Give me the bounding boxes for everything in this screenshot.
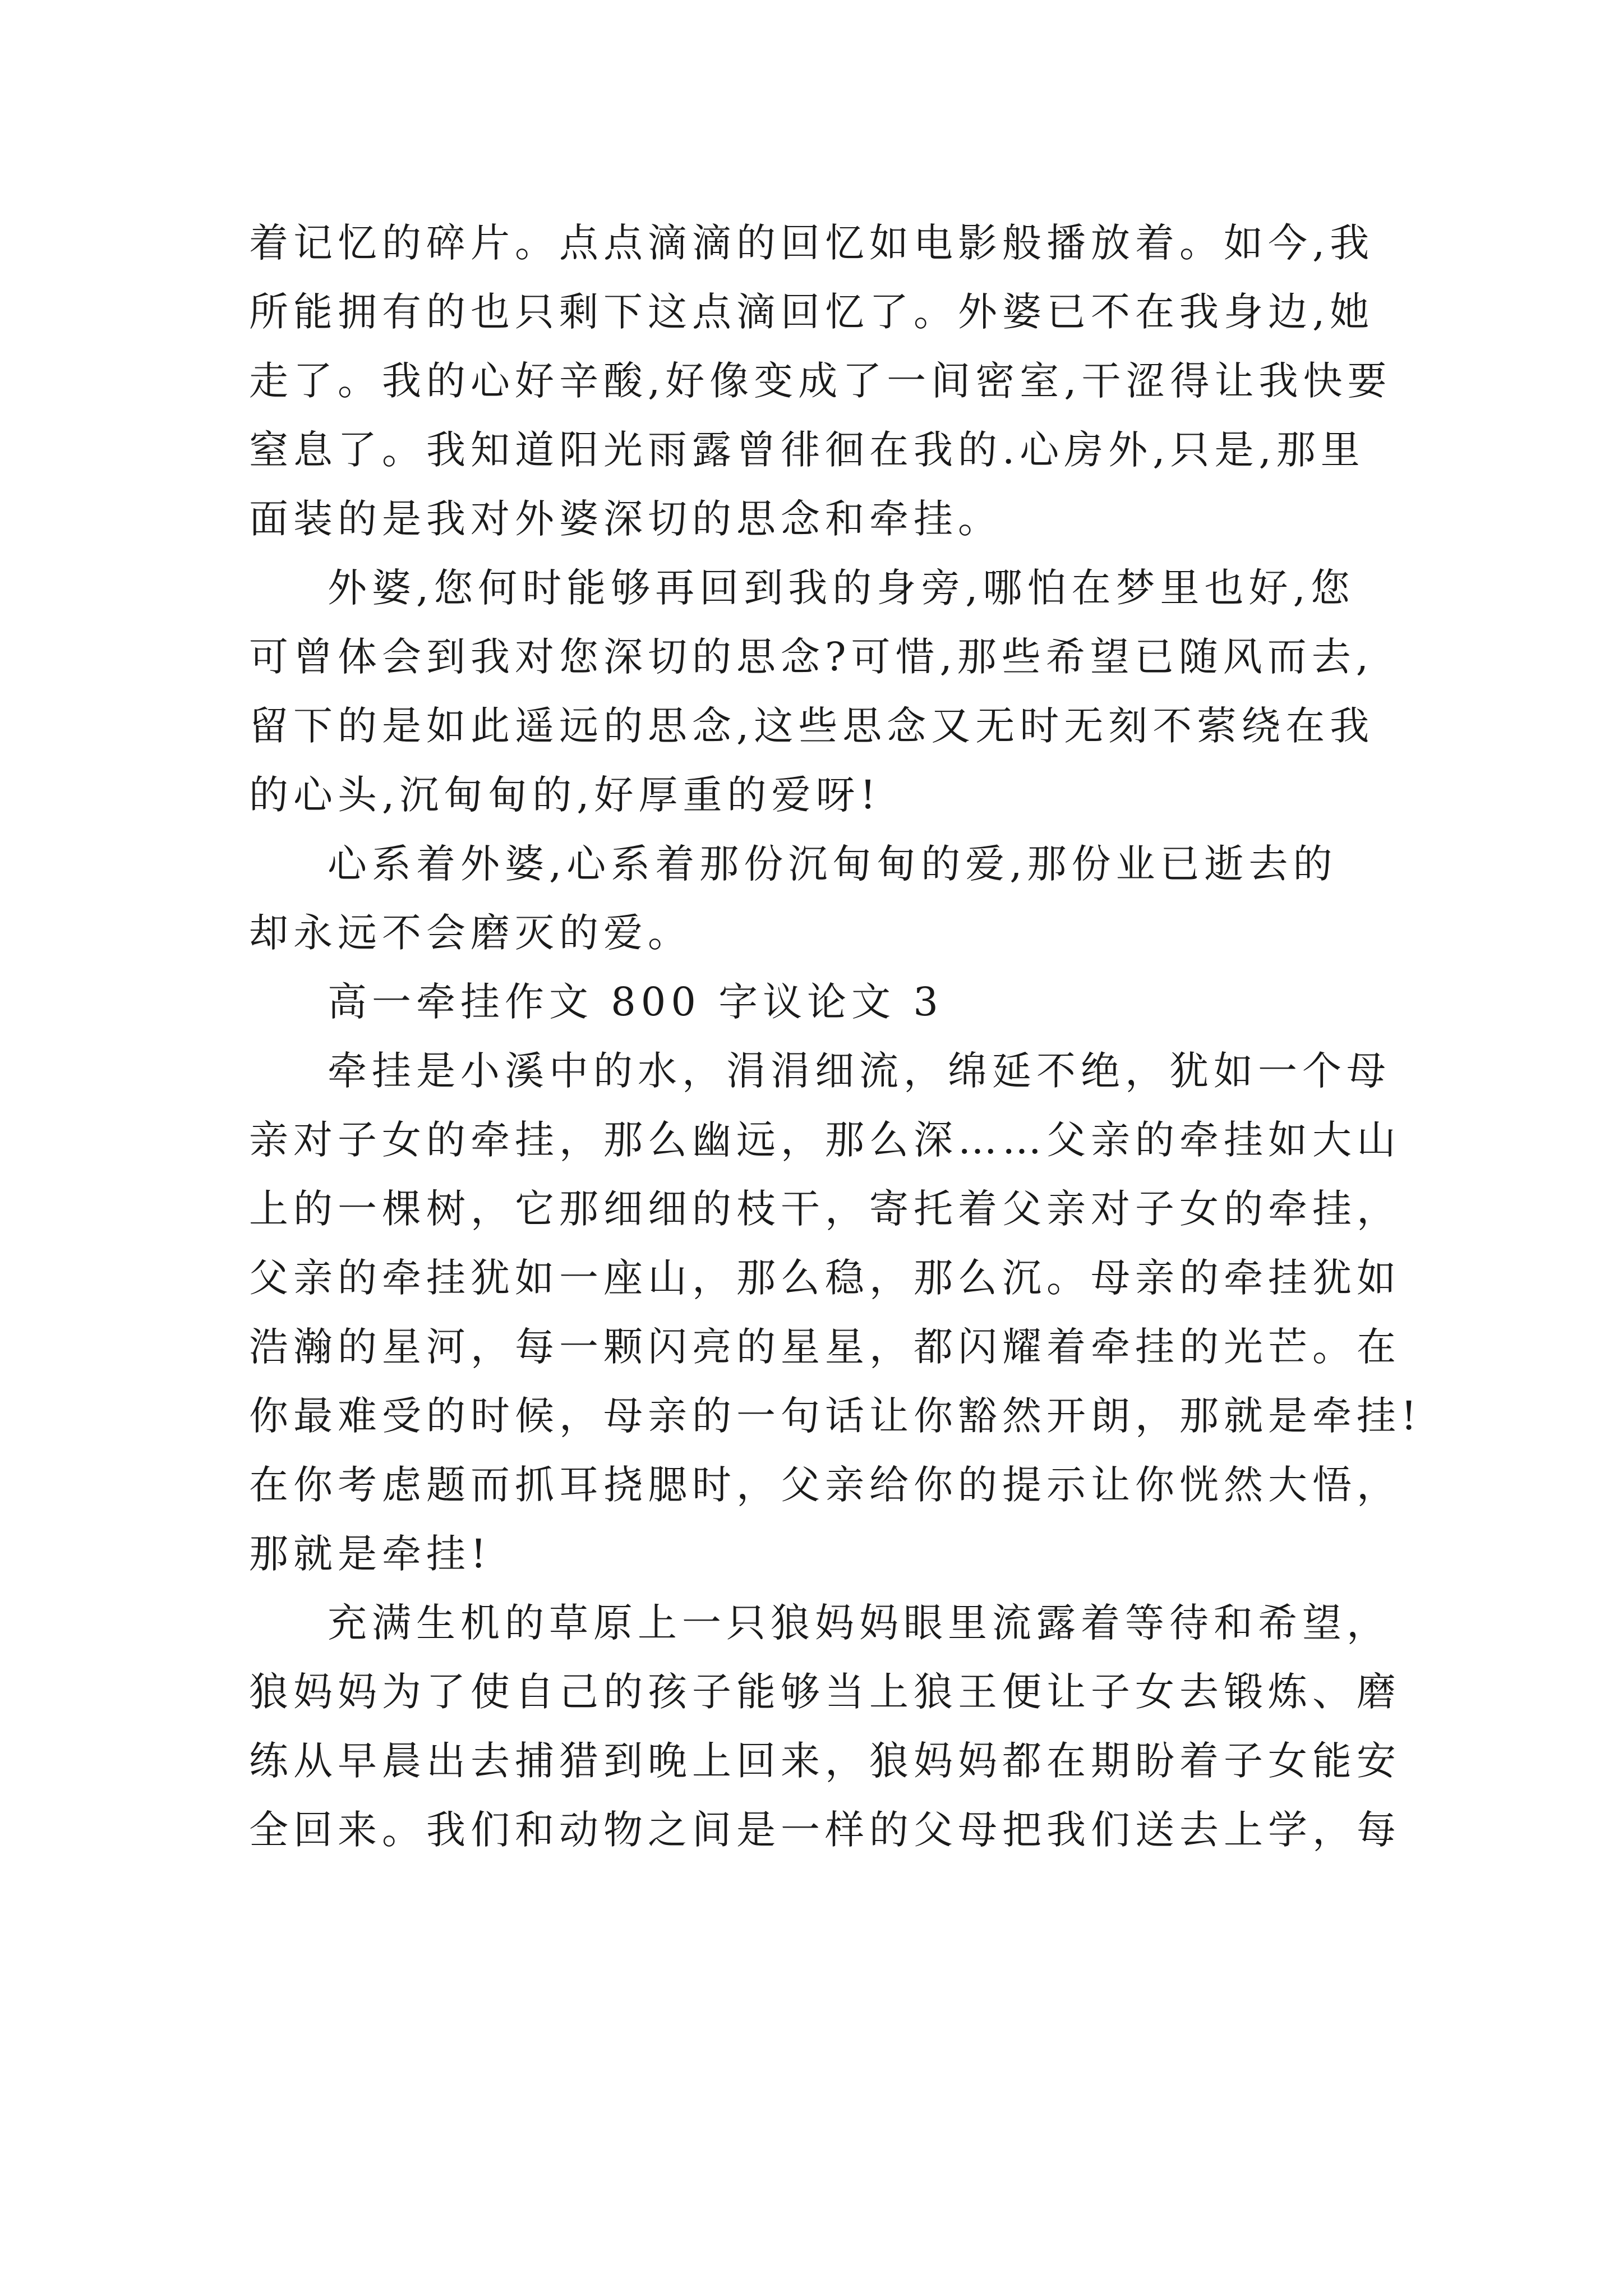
text-line: 留下的是如此遥远的思念,这些思念又无时无刻不萦绕在我 xyxy=(249,703,1375,749)
text-line: 牵挂是小溪中的水，涓涓细流，绵延不绝，犹如一个母 xyxy=(328,1048,1391,1094)
text-line: 走了。我的心好辛酸,好像变成了一间密室,干涩得让我快要 xyxy=(249,358,1392,404)
text-line: 上的一棵树，它那细细的枝干，寄托着父亲对子女的牵挂， xyxy=(249,1186,1401,1232)
text-line: 所能拥有的也只剩下这点滴回忆了。外婆已不在我身边,她 xyxy=(249,289,1375,335)
text-line: 窒息了。我知道阳光雨露曾徘徊在我的.心房外,只是,那里 xyxy=(249,427,1365,473)
text-line: 可曾体会到我对您深切的思念?可惜,那些希望已随风而去, xyxy=(249,634,1374,680)
text-line: 父亲的牵挂犹如一座山，那么稳，那么沉。母亲的牵挂犹如 xyxy=(249,1255,1401,1301)
text-line: 却永远不会磨灭的爱。 xyxy=(249,910,692,956)
text-line: 那就是牵挂! xyxy=(249,1531,492,1577)
text-line: 面装的是我对外婆深切的思念和牵挂。 xyxy=(249,496,1002,542)
text-line: 全回来。我们和动物之间是一样的父母把我们送去上学，每 xyxy=(249,1807,1401,1853)
text-line: 在你考虑题而抓耳挠腮时，父亲给你的提示让你恍然大悟， xyxy=(249,1462,1401,1508)
text-line: 狼妈妈为了使自己的孩子能够当上狼王便让子女去锻炼、磨 xyxy=(249,1669,1401,1715)
text-line: 充满生机的草原上一只狼妈妈眼里流露着等待和希望， xyxy=(328,1600,1391,1646)
text-line: 着记忆的碎片。点点滴滴的回忆如电影般播放着。如今,我 xyxy=(249,220,1375,266)
essay-body xyxy=(249,209,1422,1865)
text-line: 外婆,您何时能够再回到我的身旁,哪怕在梦里也好,您 xyxy=(328,565,1355,611)
text-line: 你最难受的时候，母亲的一句话让你豁然开朗，那就是牵挂! xyxy=(249,1393,1422,1439)
section-heading: 高一牵挂作文 800 字议论文 3 xyxy=(328,979,943,1025)
text-line: 练从早晨出去捕猎到晚上回来，狼妈妈都在期盼着子女能安 xyxy=(249,1738,1401,1784)
text-line: 心系着外婆,心系着那份沉甸甸的爱,那份业已逝去的 xyxy=(328,841,1338,887)
text-line: 浩瀚的星河，每一颗闪亮的星星，都闪耀着牵挂的光芒。在 xyxy=(249,1324,1401,1370)
text-line: 亲对子女的牵挂，那么幽远，那么深……父亲的牵挂如大山 xyxy=(249,1117,1401,1163)
text-line: 的心头,沉甸甸的,好厚重的爱呀! xyxy=(249,772,881,818)
